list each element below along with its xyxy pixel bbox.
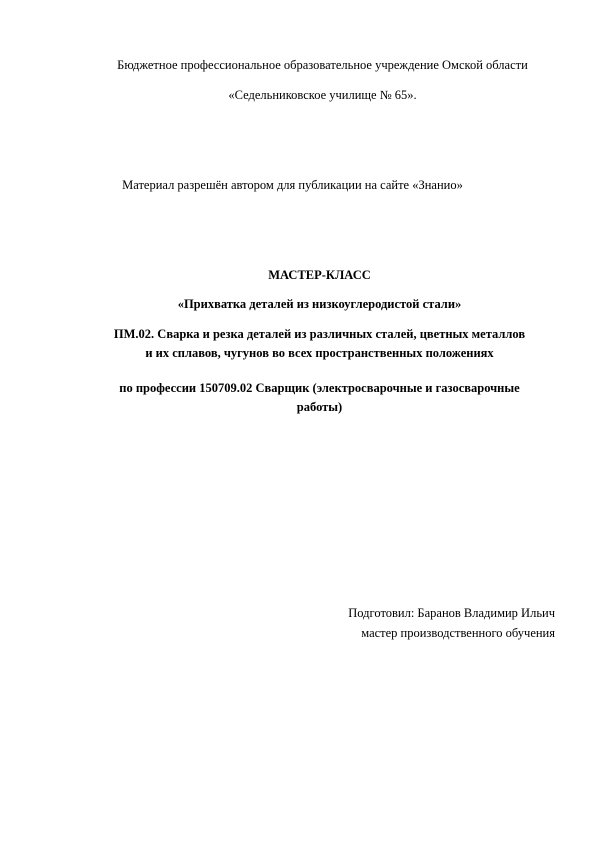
document-subtitle: «Прихватка деталей из низкоуглеродистой стали» [177,297,462,311]
author-position: мастер производственного обучения [361,626,555,640]
institution-name: Бюджетное профессиональное образовательное учреждение Омской области [117,58,528,72]
publication-permission: Материал разрешён автором для публикации на сайте «Знанио» [122,178,463,192]
document-title: МАСТЕР-КЛАСС [268,268,371,282]
prepared-by: Подготовил: Баранов Владимир Ильич [348,606,555,620]
module-line-1: ПМ.02. Сварка и резка деталей из различных сталей, цветных металлов [113,327,526,341]
module-line-2: и их сплавов, чугунов во всех пространственных положениях [145,346,494,360]
profession-line-1: по профессии 150709.02 Сварщик (электросварочные и газосварочные [119,381,520,395]
profession-line-2: работы) [296,400,343,414]
school-name: «Седельниковское училище № 65». [228,88,417,102]
